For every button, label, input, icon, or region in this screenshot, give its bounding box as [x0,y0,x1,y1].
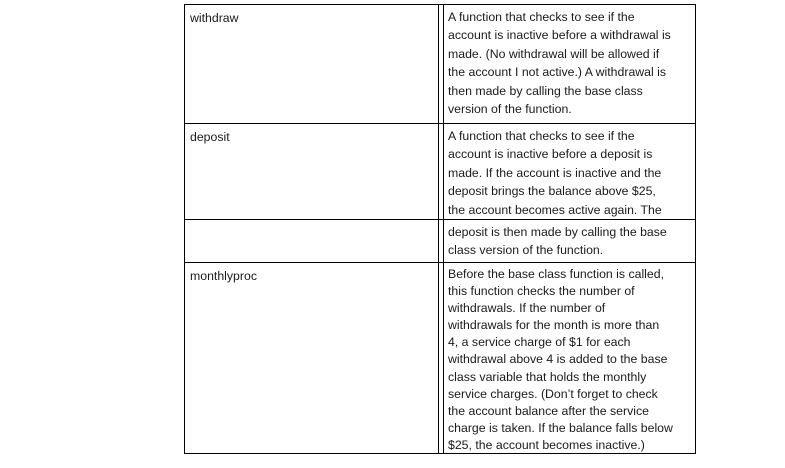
description-line: account is inactive before a deposit is [448,147,653,162]
description-line: made. (No withdrawal will be allowed if [448,46,660,61]
function-name-cell: deposit [185,124,439,219]
description-line: version of the function. [448,102,572,117]
description-line: Before the base class function is called, [448,267,665,281]
description-line: this function checks the number of [448,284,635,299]
description-line: 4, a service charge of $1 for each [448,335,631,350]
table-row [185,123,695,219]
table-row [185,5,695,123]
method-description-table [184,4,696,454]
description-line: withdrawals. If the number of [448,301,606,316]
description-cell [443,263,695,454]
description-line: then made by calling the base class [448,83,643,98]
description-line: account is inactive before a withdrawal is [448,28,671,43]
description-line: A function that checks to see if the [448,129,635,143]
description-line: class variable that holds the monthly [448,369,647,384]
function-name-cell: withdraw [185,5,439,123]
description-line: deposit is then made by calling the base [448,225,667,239]
description-line: the account balance after the service [448,403,649,418]
description-line: class version of the function. [448,243,604,258]
description-line: service charges. (Don’t forget to check [448,386,658,401]
description-cell [443,220,695,262]
description-line: deposit brings the balance above $25, [448,184,656,199]
description-line: withdrawal above 4 is added to the base [448,352,668,367]
description-line: the account becomes active again. The [448,202,662,217]
table-row [185,219,695,262]
table-row [185,262,695,454]
description-line: withdrawals for the month is more than [448,318,660,333]
description-line: the account I not active.) A withdrawal is [448,65,667,80]
function-name-cell [185,220,439,262]
description-line: made. If the account is inactive and the [448,165,662,180]
description-cell [443,124,695,219]
description-line: $25, the account becomes inactive.) [448,437,645,452]
description-line: A function that checks to see if the [448,10,635,24]
description-cell [443,5,695,123]
description-line: charge is taken. If the balance falls below [448,420,673,435]
function-name-cell: monthlyproc [185,263,439,454]
